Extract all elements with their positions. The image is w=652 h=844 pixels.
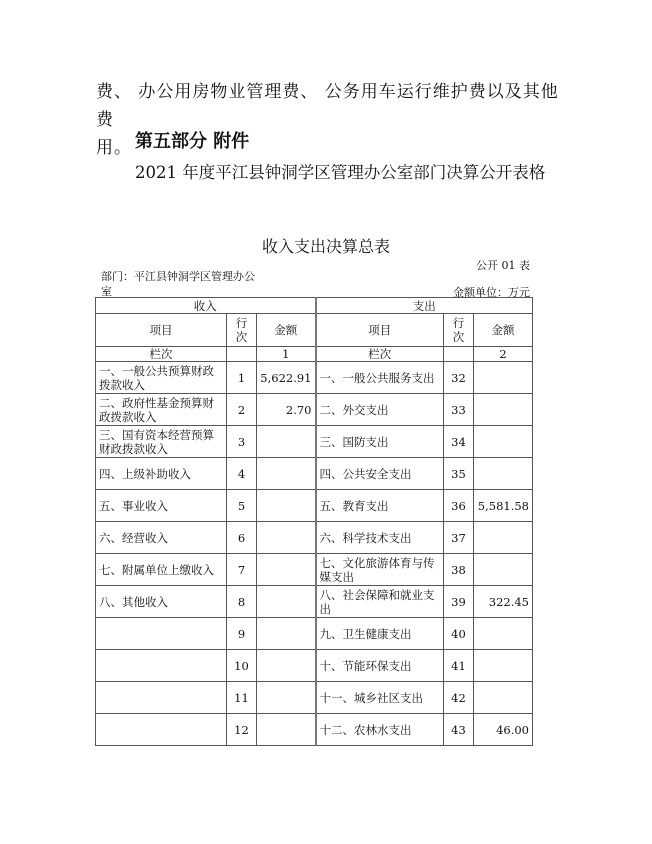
expense-amount: 5,581.58: [474, 490, 533, 522]
income-row-number: 11: [227, 682, 257, 714]
income-item: [96, 714, 227, 746]
expense-amount: [474, 394, 533, 426]
income-item: [96, 618, 227, 650]
expense-header: 支出: [316, 298, 533, 314]
header-row-columns: [96, 314, 533, 347]
expense-amount: [474, 362, 533, 394]
income-row-number: 9: [227, 618, 257, 650]
table-row: [96, 394, 533, 426]
income-item: 七、附属单位上缴收入: [96, 554, 227, 586]
income-header: 收入: [96, 298, 316, 314]
expense-amount: [474, 426, 533, 458]
header-row-column-numbers: [96, 347, 533, 362]
unit-label: 金额单位：万元: [453, 286, 530, 299]
income-rowno-header: 行次: [227, 314, 257, 347]
expense-item: 八、社会保障和就业支出: [316, 586, 444, 618]
income-item: 五、事业收入: [96, 490, 227, 522]
income-item-header: 项目: [96, 314, 227, 347]
expense-row-number: 34: [444, 426, 474, 458]
expense-amount: [474, 682, 533, 714]
table-row: [96, 458, 533, 490]
table-row: [96, 490, 533, 522]
income-amount: 2.70: [257, 394, 316, 426]
expense-amount: 322.45: [474, 586, 533, 618]
expense-item: 六、科学技术支出: [316, 522, 444, 554]
section-heading: 第五部分 附件: [135, 131, 250, 152]
expense-item: 三、国防支出: [316, 426, 444, 458]
table-row: [96, 554, 533, 586]
income-row-number: 6: [227, 522, 257, 554]
table-row: [96, 362, 533, 394]
table-row: [96, 426, 533, 458]
income-item: 四、上级补助收入: [96, 458, 227, 490]
income-row-number: 8: [227, 586, 257, 618]
expense-row-number: 40: [444, 618, 474, 650]
table-row: [96, 714, 533, 746]
income-expense-table: [95, 297, 533, 746]
expense-rowno-header: 行次: [444, 314, 474, 347]
income-row-number: 12: [227, 714, 257, 746]
expense-item: 一、一般公共服务支出: [316, 362, 444, 394]
income-row-number: 4: [227, 458, 257, 490]
income-item: 三、国有资本经营预算财政拨款收入: [96, 426, 227, 458]
expense-item: 十、节能环保支出: [316, 650, 444, 682]
income-row-number: 7: [227, 554, 257, 586]
expense-item: 二、外交支出: [316, 394, 444, 426]
expense-amount: [474, 522, 533, 554]
expense-amount: [474, 458, 533, 490]
expense-row-number: 42: [444, 682, 474, 714]
income-row-number: 5: [227, 490, 257, 522]
income-amount: [257, 522, 316, 554]
income-column-label: 栏次: [96, 347, 227, 362]
expense-amount: 46.00: [474, 714, 533, 746]
table-row: [96, 650, 533, 682]
income-amount: 5,622.91: [257, 362, 316, 394]
income-item: [96, 650, 227, 682]
paragraph-line: 费、 办公用房物业管理费、 公务用车运行维护费以及其他费: [96, 82, 559, 130]
header-row-group: [96, 298, 533, 314]
income-amount: [257, 618, 316, 650]
income-amount: [257, 426, 316, 458]
income-amount-header: 金额: [257, 314, 316, 347]
expense-row-number: 33: [444, 394, 474, 426]
expense-row-number: 38: [444, 554, 474, 586]
income-item: 一、一般公共预算财政拨款收入: [96, 362, 227, 394]
income-row-number: 2: [227, 394, 257, 426]
expense-amount: [474, 618, 533, 650]
income-amount: [257, 682, 316, 714]
income-row-number: 1: [227, 362, 257, 394]
income-rowno-blank: [227, 347, 257, 362]
income-amount: [257, 458, 316, 490]
income-amount: [257, 714, 316, 746]
table-row: [96, 522, 533, 554]
expense-item: 五、教育支出: [316, 490, 444, 522]
expense-row-number: 39: [444, 586, 474, 618]
expense-rowno-blank: [444, 347, 474, 362]
expense-amount: [474, 650, 533, 682]
paragraph-line: 用。: [96, 138, 132, 158]
income-row-number: 3: [227, 426, 257, 458]
expense-column-number: 2: [474, 347, 533, 362]
department-label: 部门：平江县钟洞学区管理办公室: [101, 270, 255, 298]
expense-item: 九、卫生健康支出: [316, 618, 444, 650]
expense-item: 十一、城乡社区支出: [316, 682, 444, 714]
expense-row-number: 41: [444, 650, 474, 682]
document-subtitle: 2021 年度平江县钟洞学区管理办公室部门决算公开表格: [135, 163, 546, 182]
expense-item: 七、文化旅游体育与传媒支出: [316, 554, 444, 586]
expense-row-number: 35: [444, 458, 474, 490]
income-item: 八、其他收入: [96, 586, 227, 618]
expense-column-label: 栏次: [316, 347, 444, 362]
income-row-number: 10: [227, 650, 257, 682]
expense-row-number: 43: [444, 714, 474, 746]
income-amount: [257, 586, 316, 618]
table-title: 收入支出决算总表: [261, 237, 390, 256]
expense-row-number: 32: [444, 362, 474, 394]
expense-item-header: 项目: [316, 314, 444, 347]
income-item: 六、经营收入: [96, 522, 227, 554]
expense-amount-header: 金额: [474, 314, 533, 347]
expense-row-number: 36: [444, 490, 474, 522]
table-row: [96, 682, 533, 714]
expense-amount: [474, 554, 533, 586]
income-amount: [257, 490, 316, 522]
table-row: [96, 618, 533, 650]
table-number: 公开 01 表: [476, 259, 530, 272]
expense-item: 十二、农林水支出: [316, 714, 444, 746]
income-column-number: 1: [257, 347, 316, 362]
income-item: 二、政府性基金预算财政拨款收入: [96, 394, 227, 426]
income-item: [96, 682, 227, 714]
income-amount: [257, 554, 316, 586]
income-amount: [257, 650, 316, 682]
table-row: [96, 586, 533, 618]
expense-row-number: 37: [444, 522, 474, 554]
expense-item: 四、公共安全支出: [316, 458, 444, 490]
